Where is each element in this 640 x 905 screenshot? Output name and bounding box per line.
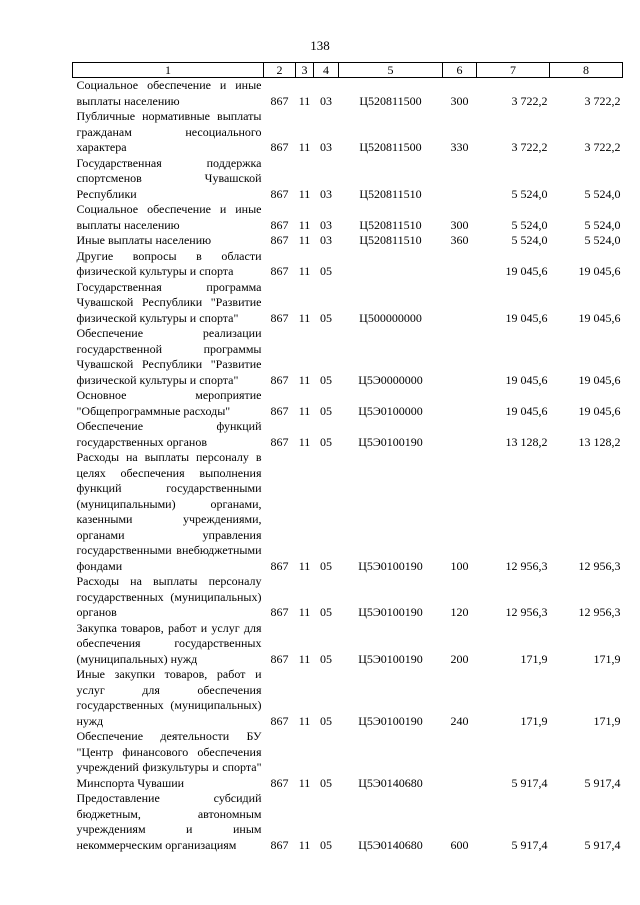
- target-article-cell: Ц5Э0100000: [358, 403, 423, 418]
- row-name-cell: Иные закупки товаров, работ и услуг для обеспечения государственных (муниципальных) нужд: [76, 667, 262, 728]
- row-name-cell: Социальное обеспечение и иные выплаты населению: [76, 78, 262, 108]
- section-code-cell: 11: [298, 233, 311, 247]
- subsection-code-cell: 05: [320, 403, 332, 418]
- column-header: 3: [296, 63, 314, 78]
- ministry-code-cell: 867: [270, 775, 289, 790]
- amount-cell: 5 524,0: [584, 233, 621, 247]
- section-code-cell: 11: [298, 186, 311, 201]
- amount-cell: 3 722,2: [584, 140, 621, 154]
- amount-cell: 19 045,6: [578, 264, 621, 278]
- subsection-code-cell: 05: [320, 434, 332, 449]
- subsection-code-cell: 05: [320, 310, 332, 325]
- subsection-code-cell: 05: [320, 372, 332, 387]
- amount-cell: 5 917,4: [511, 837, 548, 852]
- table-row: [73, 109, 623, 156]
- subsection-code-cell: 05: [320, 837, 332, 852]
- target-article-cell: Ц520811510: [359, 233, 422, 247]
- amount-cell: 5 917,4: [584, 837, 621, 852]
- amount-cell: 19 045,6: [505, 310, 548, 325]
- subsection-code-cell: 05: [320, 775, 332, 790]
- page-number: 138: [310, 38, 330, 53]
- column-header: 4: [314, 63, 339, 78]
- section-code-cell: 11: [298, 264, 311, 278]
- target-article-cell: Ц5Э0000000: [358, 372, 423, 387]
- section-code-cell: 11: [298, 605, 311, 619]
- row-name-cell: Социальное обеспечение и иные выплаты населению: [76, 202, 262, 232]
- amount-cell: 5 917,4: [584, 775, 621, 790]
- section-code-cell: 11: [298, 140, 311, 154]
- expense-type-cell: [443, 249, 477, 280]
- amount-cell: 12 956,3: [578, 605, 621, 619]
- table-row: [73, 574, 623, 621]
- table-row: [73, 249, 623, 280]
- ministry-code-cell: 867: [270, 186, 289, 201]
- amount-cell: 5 524,0: [511, 186, 548, 201]
- section-code-cell: 11: [298, 651, 311, 666]
- row-name-cell: Расходы на выплаты персоналу в целях обеспечения выполнения функций государственными (муниципальными) органами, казенными учреждениями, органами управления государственными внебюджетными фондами: [76, 450, 262, 573]
- ministry-code-cell: 867: [270, 140, 289, 154]
- subsection-code-cell: 05: [320, 264, 332, 278]
- amount-cell: 171,9: [593, 713, 621, 728]
- ministry-code-cell: 867: [270, 558, 289, 573]
- row-name-cell: Обеспечение реализации государственной программы Чувашской Республики "Развитие физической культуры и спорта": [76, 326, 262, 387]
- expense-type-cell: [443, 388, 477, 419]
- amount-cell: 3 722,2: [511, 140, 548, 154]
- table-row: [73, 78, 623, 110]
- row-name-cell: Другие вопросы в области физической культуры и спорта: [76, 248, 262, 278]
- target-article-cell: Ц520811500: [359, 93, 422, 108]
- amount-cell: 5 524,0: [511, 217, 548, 232]
- section-code-cell: 11: [298, 837, 311, 852]
- row-name-cell: Государственная поддержка спортсменов Чувашской Республики: [76, 155, 262, 201]
- table-row: [73, 419, 623, 450]
- target-article-cell: Ц520811510: [359, 186, 422, 201]
- ministry-code-cell: 867: [270, 217, 289, 232]
- row-name-cell: Предоставление субсидий бюджетным, автономным учреждениям и иным некоммерческим организациям: [76, 791, 262, 852]
- target-article-cell: Ц5Э0100190: [358, 605, 423, 619]
- section-code-cell: 11: [298, 310, 311, 325]
- section-code-cell: 11: [298, 713, 311, 728]
- section-code-cell: 11: [298, 434, 311, 449]
- amount-cell: 171,9: [520, 713, 548, 728]
- target-article-cell: Ц5Э0140680: [358, 775, 423, 790]
- amount-cell: 12 956,3: [505, 605, 548, 619]
- amount-cell: 5 524,0: [584, 217, 621, 232]
- target-article-cell: Ц5Э0100190: [358, 651, 423, 666]
- section-code-cell: 11: [298, 372, 311, 387]
- table-row: [73, 388, 623, 419]
- table-row: [73, 667, 623, 729]
- row-name-cell: Иные выплаты населению: [76, 233, 212, 247]
- expense-type-cell: [443, 326, 477, 388]
- target-article-cell: Ц5Э0100190: [358, 713, 423, 728]
- expense-type-cell: 120: [450, 605, 469, 619]
- ministry-code-cell: 867: [270, 403, 289, 418]
- section-code-cell: 11: [298, 775, 311, 790]
- amount-cell: 5 917,4: [511, 775, 548, 790]
- ministry-code-cell: 867: [270, 434, 289, 449]
- subsection-code-cell: 05: [320, 713, 332, 728]
- amount-cell: 19 045,6: [578, 310, 621, 325]
- ministry-code-cell: 867: [270, 651, 289, 666]
- ministry-code-cell: 867: [270, 93, 289, 108]
- column-header: 7: [477, 63, 550, 78]
- target-article-cell: Ц5Э0100190: [358, 434, 423, 449]
- ministry-code-cell: 867: [270, 605, 289, 619]
- expense-type-cell: 600: [450, 837, 469, 852]
- subsection-code-cell: 03: [320, 233, 332, 247]
- row-name-cell: Обеспечение функций государственных органов: [76, 419, 262, 449]
- subsection-code-cell: 05: [320, 651, 332, 666]
- table-row: [73, 233, 623, 249]
- amount-cell: 5 524,0: [584, 186, 621, 201]
- amount-cell: 171,9: [520, 651, 548, 666]
- row-name-cell: Публичные нормативные выплаты гражданам несоциального характера: [76, 109, 262, 154]
- amount-cell: 19 045,6: [505, 372, 548, 387]
- table-row: [73, 202, 623, 233]
- expense-type-cell: [443, 729, 477, 791]
- column-header: 6: [443, 63, 477, 78]
- target-article-cell: Ц520811510: [359, 217, 422, 232]
- section-code-cell: 11: [298, 217, 311, 232]
- expense-type-cell: [443, 156, 477, 203]
- budget-table: [72, 62, 623, 853]
- subsection-code-cell: 03: [320, 140, 332, 154]
- table-row: [73, 729, 623, 791]
- expense-type-cell: 240: [450, 713, 469, 728]
- amount-cell: 19 045,6: [578, 403, 621, 418]
- table-row: [73, 621, 623, 668]
- subsection-code-cell: 05: [320, 605, 332, 619]
- ministry-code-cell: 867: [270, 233, 289, 247]
- table-row: [73, 791, 623, 853]
- row-name-cell: Закупка товаров, работ и услуг для обеспечения государственных (муниципальных) нужд: [76, 620, 262, 666]
- ministry-code-cell: 867: [270, 837, 289, 852]
- target-article-cell: Ц5Э0100190: [358, 558, 423, 573]
- column-header: 1: [73, 63, 264, 78]
- amount-cell: 13 128,2: [578, 434, 621, 449]
- expense-type-cell: 100: [450, 558, 469, 573]
- target-article-cell: Ц520811500: [359, 140, 422, 154]
- target-article-cell: [339, 249, 443, 280]
- section-code-cell: 11: [298, 558, 311, 573]
- expense-type-cell: 300: [450, 93, 469, 108]
- ministry-code-cell: 867: [270, 372, 289, 387]
- amount-cell: 13 128,2: [505, 434, 548, 449]
- amount-cell: 12 956,3: [578, 558, 621, 573]
- expense-type-cell: [443, 280, 477, 327]
- amount-cell: 3 722,2: [584, 93, 621, 108]
- amount-cell: 19 045,6: [505, 403, 548, 418]
- amount-cell: 5 524,0: [511, 233, 548, 247]
- expense-type-cell: [443, 419, 477, 450]
- subsection-code-cell: 05: [320, 558, 332, 573]
- target-article-cell: Ц500000000: [359, 310, 422, 325]
- section-code-cell: 11: [298, 93, 311, 108]
- target-article-cell: Ц5Э0140680: [358, 837, 423, 852]
- row-name-cell: Обеспечение деятельности БУ "Центр финансового обеспечения учреждений физкультуры и спорта" Минспорта Чувашии: [76, 729, 262, 790]
- expense-type-cell: 330: [450, 140, 469, 154]
- column-header: 5: [339, 63, 443, 78]
- amount-cell: 171,9: [593, 651, 621, 666]
- expense-type-cell: 300: [450, 217, 469, 232]
- row-name-cell: Расходы на выплаты персоналу государственных (муниципальных) органов: [76, 574, 262, 619]
- ministry-code-cell: 867: [270, 713, 289, 728]
- section-code-cell: 11: [298, 403, 311, 418]
- amount-cell: 19 045,6: [578, 372, 621, 387]
- amount-cell: 19 045,6: [505, 264, 548, 278]
- ministry-code-cell: 867: [270, 310, 289, 325]
- expense-type-cell: 200: [450, 651, 469, 666]
- subsection-code-cell: 03: [320, 93, 332, 108]
- column-header: 2: [264, 63, 296, 78]
- table-row: [73, 326, 623, 388]
- row-name-cell: Государственная программа Чувашской Республики "Развитие физической культуры и спорта": [76, 279, 262, 325]
- ministry-code-cell: 867: [270, 264, 289, 278]
- column-header: 8: [550, 63, 623, 78]
- table-row: [73, 450, 623, 574]
- subsection-code-cell: 03: [320, 186, 332, 201]
- table-row: [73, 156, 623, 203]
- expense-type-cell: 360: [450, 233, 469, 247]
- row-name-cell: Основное мероприятие "Общепрограммные расходы": [76, 388, 262, 418]
- table-header-row: [73, 63, 623, 78]
- table-row: [73, 280, 623, 327]
- amount-cell: 12 956,3: [505, 558, 548, 573]
- subsection-code-cell: 03: [320, 217, 332, 232]
- amount-cell: 3 722,2: [511, 93, 548, 108]
